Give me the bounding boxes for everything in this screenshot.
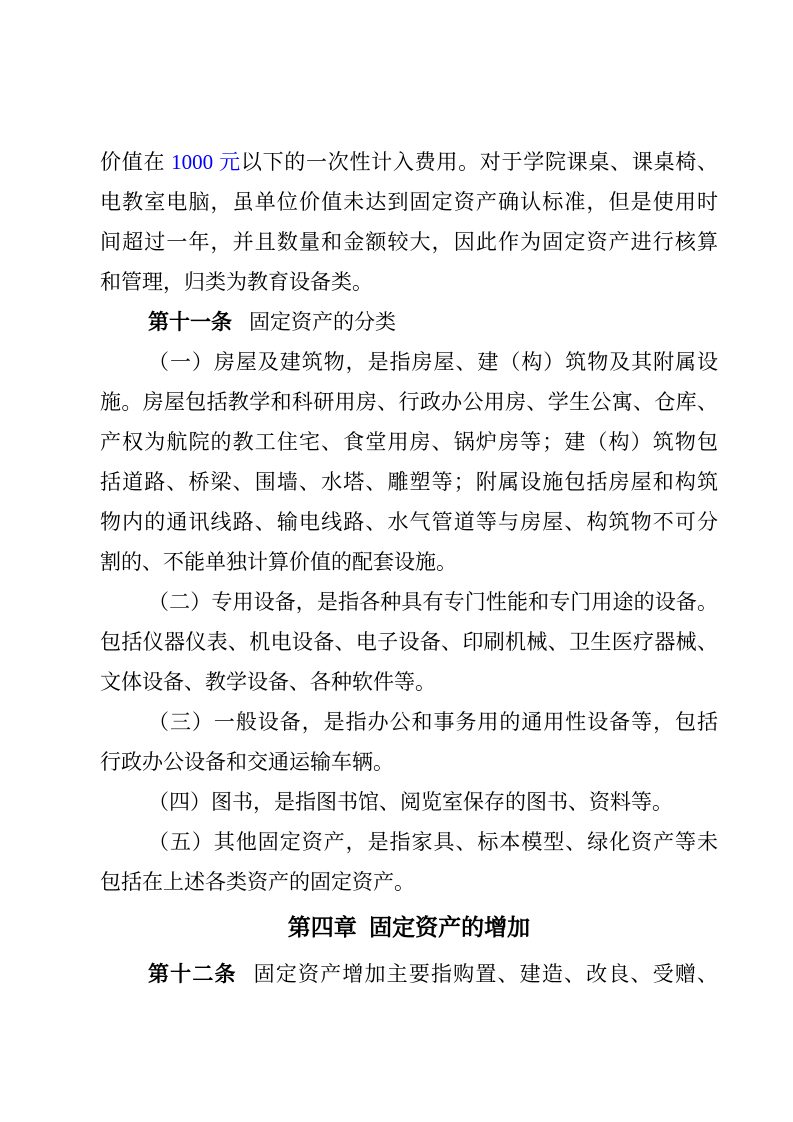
body-text: 包括在上述各类资产的固定资产。 — [100, 870, 415, 894]
article-11-heading — [100, 302, 718, 342]
body-text: 行政办公设备和交通运输车辆。 — [100, 750, 394, 774]
list-item-4-line — [100, 782, 718, 822]
body-line — [100, 382, 718, 422]
document-body — [100, 142, 718, 994]
body-text: 固定资产增加主要指购置、建造、改良、受赠、 — [253, 962, 719, 986]
body-line — [100, 542, 718, 582]
body-text: 物内的通讯线路、输电线路、水气管道等与房屋、构筑物不可分 — [100, 510, 718, 534]
body-line — [100, 462, 718, 502]
body-text: 间超过一年，并且数量和金额较大，因此作为固定资产进行核算 — [100, 230, 718, 254]
body-line — [100, 622, 718, 662]
body-text: 施。房屋包括教学和科研用房、行政办公用房、学生公寓、仓库、 — [100, 390, 718, 414]
body-line — [100, 742, 718, 782]
article-title: 固定资产的分类 — [249, 310, 396, 334]
list-item-2-line — [100, 582, 718, 622]
body-text: （一）房屋及建筑物，是指房屋、建（构）筑物及其附属设 — [148, 350, 718, 374]
body-text: （四）图书，是指图书馆、阅览室保存的图书、资料等。 — [148, 790, 673, 814]
body-text: 文体设备、教学设备、各种软件等。 — [100, 670, 436, 694]
list-item-1-line — [100, 342, 718, 382]
body-text: 和管理，归类为教育设备类。 — [100, 270, 373, 294]
article-12-line — [100, 954, 718, 994]
body-line — [100, 182, 718, 222]
article-number: 第十二条 — [148, 963, 237, 986]
body-line — [100, 662, 718, 702]
body-text: 价值在 — [100, 150, 172, 174]
body-line — [100, 422, 718, 462]
highlighted-value: 1000 元 — [171, 150, 241, 174]
body-text: （二）专用设备，是指各种具有专门性能和专门用途的设备。 — [148, 590, 718, 614]
article-number: 第十一条 — [148, 311, 232, 334]
body-text: （五）其他固定资产，是指家具、标本模型、绿化资产等未 — [148, 830, 718, 854]
list-item-5-line — [100, 822, 718, 862]
body-text: 括道路、桥梁、围墙、水塔、雕塑等；附属设施包括房屋和构筑 — [100, 470, 718, 494]
body-text: 割的、不能单独计算价值的配套设施。 — [100, 550, 457, 574]
body-text: 包括仪器仪表、机电设备、电子设备、印刷机械、卫生医疗器械、 — [100, 630, 718, 654]
chapter-4-heading — [100, 907, 718, 947]
body-text: （三）一般设备，是指办公和事务用的通用性设备等，包括 — [148, 710, 718, 734]
body-text: 以下的一次性计入费用。对于学院课桌、课桌椅、 — [240, 150, 719, 174]
list-item-3-line — [100, 702, 718, 742]
body-text: 电教室电脑，虽单位价值未达到固定资产确认标准，但是使用时 — [100, 190, 718, 214]
body-line — [100, 262, 718, 302]
chapter-title: 第四章 固定资产的增加 — [287, 914, 531, 940]
body-line — [100, 502, 718, 542]
body-text: 产权为航院的教工住宅、食堂用房、锅炉房等；建（构）筑物包 — [100, 430, 718, 454]
body-line — [100, 862, 718, 902]
body-line — [100, 222, 718, 262]
body-line — [100, 142, 718, 182]
